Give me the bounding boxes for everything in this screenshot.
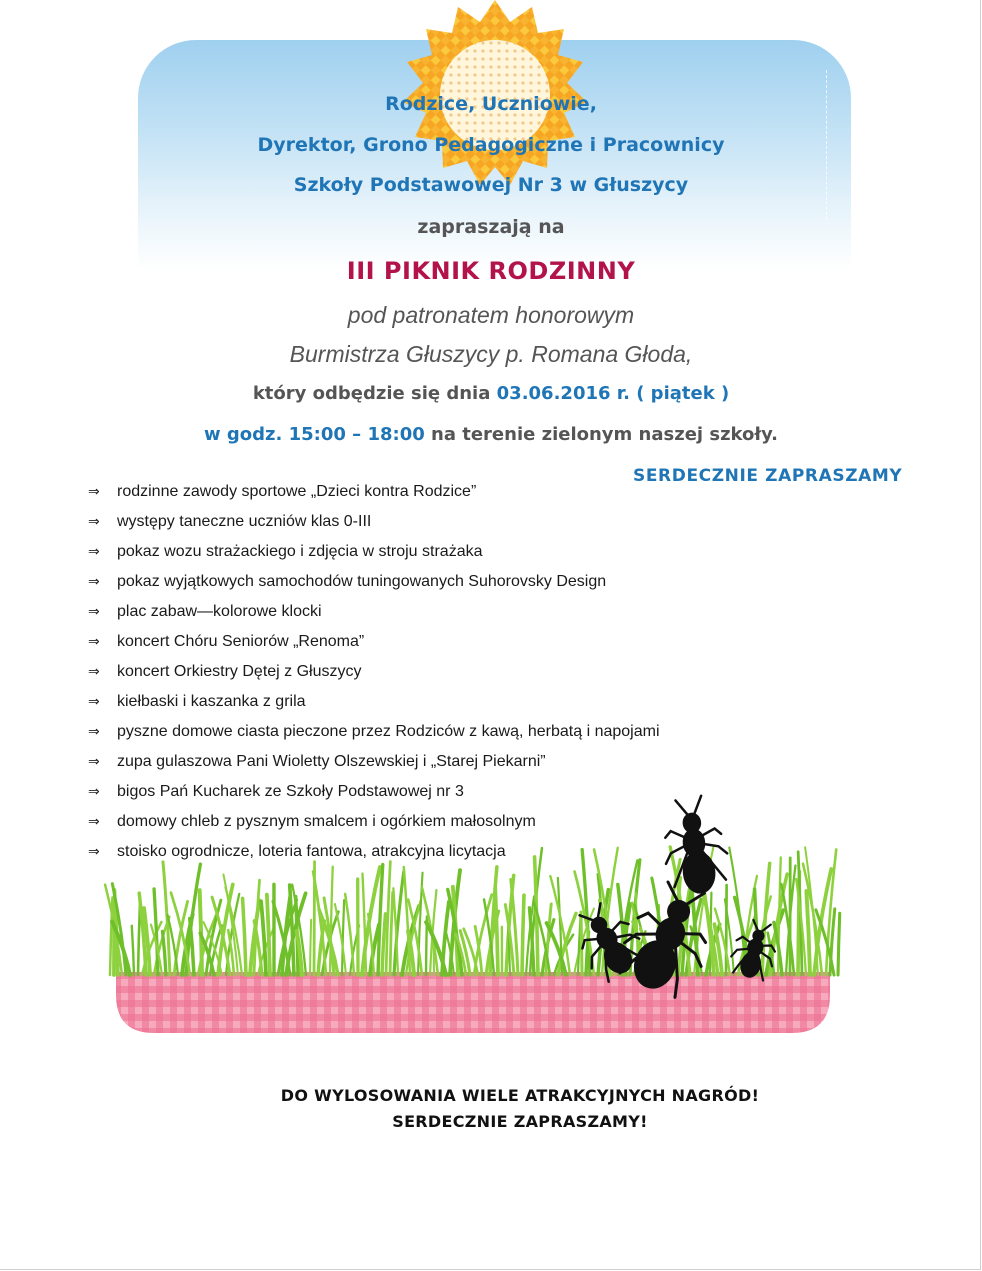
program-item-text: pokaz wozu strażackiego i zdjęcia w stroju strażaka	[117, 543, 483, 560]
program-item	[88, 660, 660, 690]
location-text: na terenie zielonym naszej szkoły.	[424, 424, 778, 445]
arrow-icon: ⇒	[88, 484, 100, 500]
grass-blades	[105, 847, 840, 975]
program-item	[88, 510, 660, 540]
program-item	[88, 480, 660, 510]
picnic-cloth	[116, 972, 830, 1033]
header-line-staff: Dyrektor, Grono Pedagogiczne i Pracownicy	[257, 134, 725, 156]
program-item	[88, 630, 660, 660]
header-line-parents-students: Rodzice, Uczniowie,	[385, 93, 597, 115]
program-item	[88, 690, 660, 720]
header-line-school: Szkoły Podstawowej Nr 3 w Głuszycy	[293, 174, 689, 196]
ant-icon	[659, 794, 731, 896]
arrow-icon: ⇒	[88, 694, 100, 710]
arrow-icon: ⇒	[88, 634, 100, 650]
program-item-text: występy taneczne uczniów klas 0-III	[117, 513, 372, 530]
event-time-line	[0, 424, 982, 445]
program-item-text: stoisko ogrodnicze, loteria fantowa, atrakcyjna licytacja	[117, 843, 506, 860]
program-item	[88, 720, 660, 750]
arrow-icon: ⇒	[88, 724, 100, 740]
program-item-text: koncert Chóru Seniorów „Renoma”	[117, 633, 365, 650]
program-item-text: kiełbaski i kaszanka z grila	[117, 693, 306, 710]
arrow-icon: ⇒	[88, 544, 100, 560]
arrow-icon: ⇒	[88, 814, 100, 830]
arrow-icon: ⇒	[88, 754, 100, 770]
program-item	[88, 600, 660, 630]
invite-text: SERDECZNIE ZAPRASZAMY	[633, 466, 903, 486]
event-title: III PIKNIK RODZINNY	[346, 257, 636, 285]
event-date-line	[0, 383, 982, 404]
header-line-invite: zapraszają na	[417, 216, 565, 238]
footer-prizes: DO WYLOSOWANIA WIELE ATRAKCYJNYCH NAGRÓD!	[280, 1086, 760, 1105]
program-item	[88, 540, 660, 570]
program-item-text: rodzinne zawody sportowe „Dzieci kontra Rodzice”	[117, 483, 477, 500]
arrow-icon: ⇒	[88, 514, 100, 530]
footer-invite: SERDECZNIE ZAPRASZAMY!	[392, 1112, 648, 1131]
program-item-text: koncert Orkiestry Dętej z Głuszycy	[117, 663, 362, 680]
date-value: 03.06.2016 r. ( piątek )	[496, 383, 730, 404]
time-value: w godz. 15:00 – 18:00	[204, 424, 425, 445]
patron-name-line: Burmistrza Głuszycy p. Romana Głoda,	[289, 341, 693, 367]
program-item-text: plac zabaw—kolorowe klocki	[117, 603, 322, 620]
date-prefix: który odbędzie się dnia	[252, 383, 497, 404]
program-item-text: bigos Pań Kucharek ze Szkoły Podstawowej nr 3	[117, 783, 464, 800]
program-item-text: zupa gulaszowa Pani Wioletty Olszewskiej i „Starej Piekarni”	[117, 753, 546, 770]
arrow-icon: ⇒	[88, 574, 100, 590]
arrow-icon: ⇒	[88, 844, 100, 860]
program-item-text: pyszne domowe ciasta pieczone przez Rodziców z kawą, herbatą i napojami	[117, 723, 660, 740]
arrow-icon: ⇒	[88, 784, 100, 800]
picnic-illustration	[100, 790, 860, 1040]
program-item	[88, 750, 660, 780]
patronage-line: pod patronatem honorowym	[347, 302, 635, 328]
arrow-icon: ⇒	[88, 604, 100, 620]
arrow-icon: ⇒	[88, 664, 100, 680]
program-item-text: pokaz wyjątkowych samochodów tuningowanych Suhorovsky Design	[117, 573, 607, 590]
program-item-text: domowy chleb z pysznym smalcem i ogórkiem małosolnym	[117, 813, 536, 830]
program-item	[88, 570, 660, 600]
